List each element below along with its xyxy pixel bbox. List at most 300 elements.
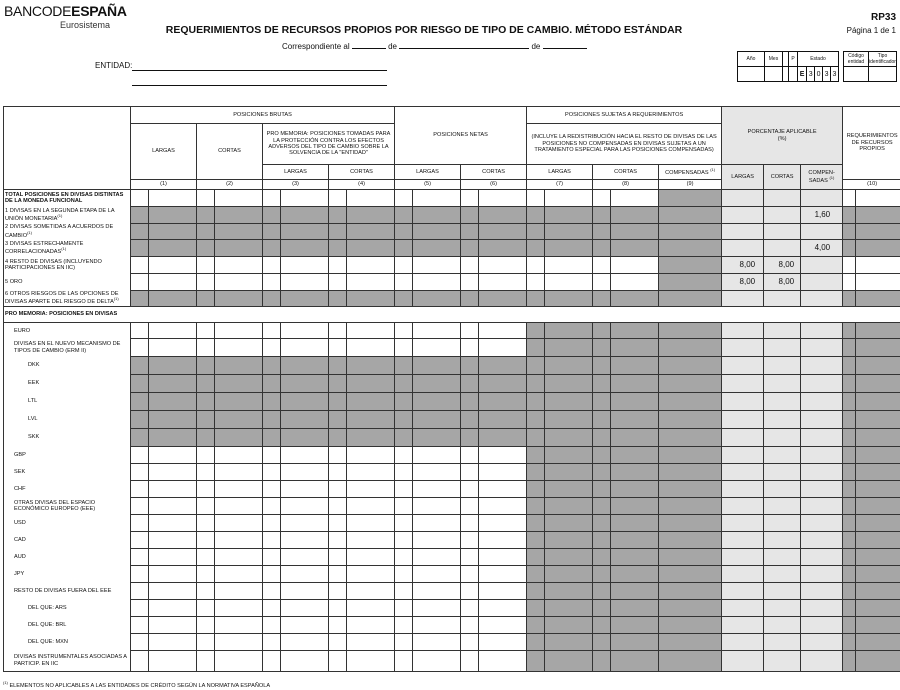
input-cell[interactable]	[413, 464, 461, 481]
input-cell[interactable]	[263, 600, 281, 617]
input-cell[interactable]	[479, 257, 527, 274]
input-cell[interactable]	[149, 498, 197, 515]
input-cell[interactable]	[593, 190, 611, 207]
input-cell[interactable]	[197, 274, 215, 291]
input-cell[interactable]	[347, 190, 395, 207]
input-cell[interactable]	[131, 464, 149, 481]
input-cell[interactable]	[215, 323, 263, 339]
input-cell[interactable]	[413, 447, 461, 464]
input-cell[interactable]	[215, 464, 263, 481]
input-cell[interactable]	[131, 651, 149, 672]
na-cell	[659, 651, 722, 672]
row-label: PRO MEMORIA: POSICIONES EN DIVISAS	[4, 307, 900, 323]
input-cell[interactable]	[413, 498, 461, 515]
input-cell[interactable]	[149, 274, 197, 291]
input-cell[interactable]	[263, 634, 281, 651]
input-cell[interactable]	[395, 617, 413, 634]
na-cell	[527, 549, 545, 566]
input-cell[interactable]	[197, 464, 215, 481]
input-cell[interactable]	[413, 339, 461, 357]
input-cell[interactable]	[281, 481, 329, 498]
input-cell[interactable]	[329, 498, 347, 515]
input-cell[interactable]	[149, 481, 197, 498]
input-cell[interactable]	[461, 447, 479, 464]
input-cell[interactable]	[215, 651, 263, 672]
input-cell[interactable]	[197, 447, 215, 464]
input-cell[interactable]	[347, 634, 395, 651]
input-cell[interactable]	[347, 515, 395, 532]
input-cell[interactable]	[329, 583, 347, 600]
tipo-field[interactable]	[869, 67, 897, 82]
input-cell[interactable]	[527, 274, 545, 291]
ano-field[interactable]	[738, 67, 765, 82]
input-cell[interactable]	[479, 447, 527, 464]
input-cell[interactable]	[215, 566, 263, 583]
input-cell[interactable]	[611, 274, 659, 291]
input-cell[interactable]	[131, 481, 149, 498]
na-cell	[722, 600, 764, 617]
na-cell	[545, 532, 593, 549]
input-cell[interactable]	[197, 498, 215, 515]
input-cell[interactable]	[281, 532, 329, 549]
input-cell[interactable]	[347, 617, 395, 634]
input-cell[interactable]	[263, 257, 281, 274]
input-cell[interactable]	[197, 583, 215, 600]
na-cell	[722, 224, 764, 240]
input-cell[interactable]	[413, 651, 461, 672]
na-cell	[764, 617, 801, 634]
input-cell[interactable]	[347, 549, 395, 566]
input-cell[interactable]	[545, 257, 593, 274]
input-cell[interactable]	[329, 600, 347, 617]
input-cell[interactable]	[479, 323, 527, 339]
input-cell[interactable]	[329, 651, 347, 672]
input-cell[interactable]	[461, 498, 479, 515]
input-cell[interactable]	[197, 339, 215, 357]
input-cell[interactable]	[263, 651, 281, 672]
na-cell	[801, 411, 843, 429]
input-cell[interactable]	[329, 464, 347, 481]
input-cell[interactable]	[281, 339, 329, 357]
input-cell[interactable]	[263, 617, 281, 634]
na-cell	[843, 583, 856, 600]
input-cell[interactable]	[149, 464, 197, 481]
input-cell[interactable]	[131, 532, 149, 549]
input-cell[interactable]	[461, 515, 479, 532]
input-cell[interactable]	[545, 274, 593, 291]
input-cell[interactable]	[527, 257, 545, 274]
input-cell[interactable]	[197, 651, 215, 672]
input-cell[interactable]	[149, 634, 197, 651]
input-cell[interactable]	[395, 481, 413, 498]
input-cell[interactable]	[329, 634, 347, 651]
input-cell[interactable]	[329, 257, 347, 274]
input-cell[interactable]	[281, 274, 329, 291]
input-cell[interactable]	[197, 549, 215, 566]
input-cell[interactable]	[461, 339, 479, 357]
input-cell[interactable]	[479, 190, 527, 207]
input-cell[interactable]	[347, 323, 395, 339]
input-cell[interactable]	[461, 583, 479, 600]
input-cell[interactable]	[395, 274, 413, 291]
input-cell[interactable]	[347, 339, 395, 357]
input-cell[interactable]	[479, 600, 527, 617]
na-cell	[764, 323, 801, 339]
input-cell[interactable]	[461, 549, 479, 566]
input-cell[interactable]	[131, 257, 149, 274]
input-cell[interactable]	[347, 274, 395, 291]
input-cell[interactable]	[215, 481, 263, 498]
input-cell[interactable]	[281, 617, 329, 634]
na-cell	[395, 224, 413, 240]
input-cell[interactable]	[413, 323, 461, 339]
na-cell	[413, 357, 461, 375]
row-label: RESTO DE DIVISAS FUERA DEL EEE	[4, 583, 131, 600]
na-cell	[593, 498, 611, 515]
input-cell[interactable]	[263, 464, 281, 481]
input-cell[interactable]	[329, 549, 347, 566]
estado-digit: E	[798, 67, 807, 82]
input-cell[interactable]	[395, 532, 413, 549]
input-cell[interactable]	[215, 274, 263, 291]
input-cell[interactable]	[197, 323, 215, 339]
input-cell[interactable]	[131, 323, 149, 339]
input-cell[interactable]	[461, 634, 479, 651]
input-cell[interactable]	[329, 323, 347, 339]
input-cell[interactable]	[131, 600, 149, 617]
input-cell[interactable]	[461, 566, 479, 583]
input-cell[interactable]	[413, 190, 461, 207]
input-cell[interactable]	[413, 566, 461, 583]
na-cell	[479, 411, 527, 429]
input-cell[interactable]	[197, 634, 215, 651]
input-cell[interactable]	[263, 481, 281, 498]
input-cell[interactable]	[329, 515, 347, 532]
input-cell[interactable]	[843, 274, 856, 291]
na-cell	[593, 393, 611, 411]
na-cell	[413, 224, 461, 240]
input-cell[interactable]	[329, 447, 347, 464]
input-cell[interactable]	[479, 515, 527, 532]
input-cell[interactable]	[611, 257, 659, 274]
input-cell[interactable]	[197, 515, 215, 532]
input-cell[interactable]	[413, 549, 461, 566]
input-cell[interactable]	[149, 532, 197, 549]
input-cell[interactable]	[329, 481, 347, 498]
input-cell[interactable]	[347, 481, 395, 498]
input-cell[interactable]	[395, 634, 413, 651]
input-cell[interactable]	[395, 339, 413, 357]
input-cell[interactable]	[843, 190, 856, 207]
input-cell[interactable]	[461, 481, 479, 498]
na-cell	[593, 651, 611, 672]
input-cell[interactable]	[413, 481, 461, 498]
year-field[interactable]	[543, 39, 587, 49]
input-cell[interactable]	[281, 257, 329, 274]
input-cell[interactable]	[281, 447, 329, 464]
input-cell[interactable]	[395, 323, 413, 339]
input-cell[interactable]	[281, 190, 329, 207]
input-cell[interactable]	[395, 583, 413, 600]
input-cell[interactable]	[131, 190, 149, 207]
na-cell	[801, 447, 843, 464]
input-cell[interactable]	[461, 532, 479, 549]
input-cell[interactable]	[215, 617, 263, 634]
input-cell[interactable]	[263, 583, 281, 600]
input-cell[interactable]	[131, 274, 149, 291]
input-cell[interactable]	[215, 634, 263, 651]
row-label: 4 RESTO DE DIVISAS (INCLUYENDO PARTICIPACIONES EN IIC)	[4, 257, 131, 274]
na-cell	[801, 323, 843, 339]
input-cell[interactable]	[413, 583, 461, 600]
input-cell[interactable]	[215, 549, 263, 566]
input-cell[interactable]	[263, 274, 281, 291]
na-cell	[659, 498, 722, 515]
input-cell[interactable]	[281, 583, 329, 600]
na-cell	[395, 429, 413, 447]
input-cell[interactable]	[149, 515, 197, 532]
input-cell[interactable]	[215, 257, 263, 274]
input-cell[interactable]	[856, 257, 900, 274]
month-field[interactable]	[399, 39, 529, 49]
input-cell[interactable]	[347, 447, 395, 464]
na-cell	[215, 240, 263, 257]
input-cell[interactable]	[461, 257, 479, 274]
na-cell	[545, 357, 593, 375]
na-cell	[545, 224, 593, 240]
input-cell[interactable]	[479, 634, 527, 651]
input-cell[interactable]	[413, 257, 461, 274]
input-cell[interactable]	[263, 447, 281, 464]
input-cell[interactable]	[197, 481, 215, 498]
input-cell[interactable]	[281, 549, 329, 566]
na-cell	[722, 566, 764, 583]
na-cell	[843, 224, 856, 240]
row-label: DIVISAS EN EL NUEVO MECANISMO DE TIPOS DE CAMBIO (ERM II)	[4, 339, 131, 357]
input-cell[interactable]	[329, 190, 347, 207]
input-cell[interactable]	[281, 515, 329, 532]
input-cell[interactable]	[281, 464, 329, 481]
input-cell[interactable]	[149, 323, 197, 339]
input-cell[interactable]	[281, 600, 329, 617]
na-cell	[659, 617, 722, 634]
na-cell	[843, 617, 856, 634]
na-cell	[801, 357, 843, 375]
input-cell[interactable]	[479, 274, 527, 291]
input-cell[interactable]	[329, 532, 347, 549]
input-cell[interactable]	[263, 190, 281, 207]
na-cell	[801, 375, 843, 393]
codigo-field[interactable]	[844, 67, 869, 82]
input-cell[interactable]	[149, 549, 197, 566]
input-cell[interactable]	[281, 498, 329, 515]
input-cell[interactable]	[347, 651, 395, 672]
input-cell[interactable]	[413, 515, 461, 532]
input-cell[interactable]	[461, 464, 479, 481]
input-cell[interactable]	[131, 566, 149, 583]
input-cell[interactable]	[263, 515, 281, 532]
input-cell[interactable]	[461, 323, 479, 339]
input-cell[interactable]	[479, 651, 527, 672]
input-cell[interactable]	[461, 190, 479, 207]
na-cell	[593, 566, 611, 583]
day-field[interactable]	[352, 39, 386, 49]
input-cell[interactable]	[263, 532, 281, 549]
input-cell[interactable]	[263, 339, 281, 357]
input-cell[interactable]	[413, 274, 461, 291]
input-cell[interactable]	[149, 190, 197, 207]
na-cell	[659, 339, 722, 357]
input-cell[interactable]	[149, 583, 197, 600]
table-row	[4, 375, 900, 393]
input-cell[interactable]	[413, 532, 461, 549]
input-cell[interactable]	[479, 532, 527, 549]
input-cell[interactable]	[843, 257, 856, 274]
input-cell[interactable]	[347, 600, 395, 617]
na-cell	[593, 532, 611, 549]
input-cell[interactable]	[479, 481, 527, 498]
na-cell	[659, 583, 722, 600]
sujetas-subheader: (INCLUYE LA REDISTRIBUCIÓN HACIA EL RESTO DE DIVISAS DE LAS POSICIONES NO COMPENSADAS EN DIVISAS SUJETAS A UN TRATAMIENTO ESPECIAL PARA LAS POSICIONES COMPENSADAS)	[527, 124, 722, 165]
input-cell[interactable]	[281, 651, 329, 672]
input-cell[interactable]	[479, 549, 527, 566]
input-cell[interactable]	[413, 634, 461, 651]
input-cell[interactable]	[347, 566, 395, 583]
input-cell[interactable]	[131, 583, 149, 600]
input-cell[interactable]	[329, 274, 347, 291]
input-cell[interactable]	[215, 339, 263, 357]
p-field[interactable]	[789, 67, 798, 82]
input-cell[interactable]	[131, 447, 149, 464]
input-cell[interactable]	[593, 257, 611, 274]
input-cell[interactable]	[395, 257, 413, 274]
input-cell[interactable]	[131, 515, 149, 532]
input-cell[interactable]	[479, 566, 527, 583]
input-cell[interactable]	[479, 617, 527, 634]
input-cell[interactable]	[347, 464, 395, 481]
input-cell[interactable]	[461, 274, 479, 291]
input-cell[interactable]	[215, 600, 263, 617]
na-cell	[856, 429, 900, 447]
na-cell	[843, 651, 856, 672]
input-cell[interactable]	[545, 190, 593, 207]
input-cell[interactable]	[131, 634, 149, 651]
table-row	[4, 339, 900, 357]
input-cell[interactable]	[395, 651, 413, 672]
input-cell[interactable]	[329, 566, 347, 583]
input-cell[interactable]	[329, 617, 347, 634]
input-cell[interactable]	[395, 600, 413, 617]
input-cell[interactable]	[461, 651, 479, 672]
input-cell[interactable]	[215, 190, 263, 207]
input-cell[interactable]	[479, 464, 527, 481]
input-cell[interactable]	[197, 600, 215, 617]
input-cell[interactable]	[395, 515, 413, 532]
input-cell[interactable]	[263, 566, 281, 583]
input-cell[interactable]	[395, 464, 413, 481]
na-cell	[149, 240, 197, 257]
input-cell[interactable]	[215, 532, 263, 549]
input-cell[interactable]	[611, 190, 659, 207]
input-cell[interactable]	[413, 617, 461, 634]
input-cell[interactable]	[197, 190, 215, 207]
input-cell[interactable]	[527, 190, 545, 207]
input-cell[interactable]	[347, 532, 395, 549]
na-cell	[131, 375, 149, 393]
input-cell[interactable]	[395, 498, 413, 515]
col-number: (7)	[527, 180, 593, 190]
input-cell[interactable]	[197, 257, 215, 274]
input-cell[interactable]	[149, 651, 197, 672]
input-cell[interactable]	[263, 498, 281, 515]
na-cell	[479, 375, 527, 393]
entidad-field[interactable]	[132, 70, 387, 71]
input-cell[interactable]	[215, 583, 263, 600]
na-cell	[593, 323, 611, 339]
input-cell[interactable]	[329, 339, 347, 357]
input-cell[interactable]	[856, 274, 900, 291]
input-cell[interactable]	[395, 447, 413, 464]
input-cell[interactable]	[149, 600, 197, 617]
na-cell	[764, 224, 801, 240]
input-cell[interactable]	[395, 566, 413, 583]
input-cell[interactable]	[281, 634, 329, 651]
input-cell[interactable]	[263, 323, 281, 339]
input-cell[interactable]	[197, 532, 215, 549]
na-cell	[479, 207, 527, 224]
input-cell[interactable]	[263, 549, 281, 566]
input-cell[interactable]	[479, 498, 527, 515]
na-cell	[856, 600, 900, 617]
input-cell[interactable]	[281, 323, 329, 339]
input-cell[interactable]	[395, 190, 413, 207]
input-cell[interactable]	[149, 566, 197, 583]
input-cell[interactable]	[149, 257, 197, 274]
input-cell[interactable]	[479, 339, 527, 357]
input-cell[interactable]	[347, 498, 395, 515]
input-cell[interactable]	[149, 617, 197, 634]
input-cell[interactable]	[131, 339, 149, 357]
input-cell[interactable]	[131, 617, 149, 634]
input-cell[interactable]	[149, 339, 197, 357]
mes-field[interactable]	[765, 67, 783, 82]
input-cell[interactable]	[197, 617, 215, 634]
input-cell[interactable]	[197, 566, 215, 583]
input-cell[interactable]	[215, 515, 263, 532]
na-cell	[263, 429, 281, 447]
na-cell	[801, 617, 843, 634]
input-cell[interactable]	[395, 549, 413, 566]
entidad-field-2[interactable]	[132, 85, 387, 86]
input-cell[interactable]	[347, 583, 395, 600]
input-cell[interactable]	[215, 498, 263, 515]
p-header: P	[789, 52, 798, 67]
input-cell[interactable]	[347, 257, 395, 274]
input-cell[interactable]	[413, 600, 461, 617]
input-cell[interactable]	[461, 617, 479, 634]
na-cell	[659, 357, 722, 375]
input-cell[interactable]	[479, 583, 527, 600]
input-cell[interactable]	[131, 549, 149, 566]
input-cell[interactable]	[215, 447, 263, 464]
input-cell[interactable]	[593, 274, 611, 291]
input-cell[interactable]	[131, 498, 149, 515]
na-cell	[347, 207, 395, 224]
input-cell[interactable]	[461, 600, 479, 617]
input-cell[interactable]	[856, 190, 900, 207]
input-cell[interactable]	[149, 447, 197, 464]
input-cell[interactable]	[281, 566, 329, 583]
